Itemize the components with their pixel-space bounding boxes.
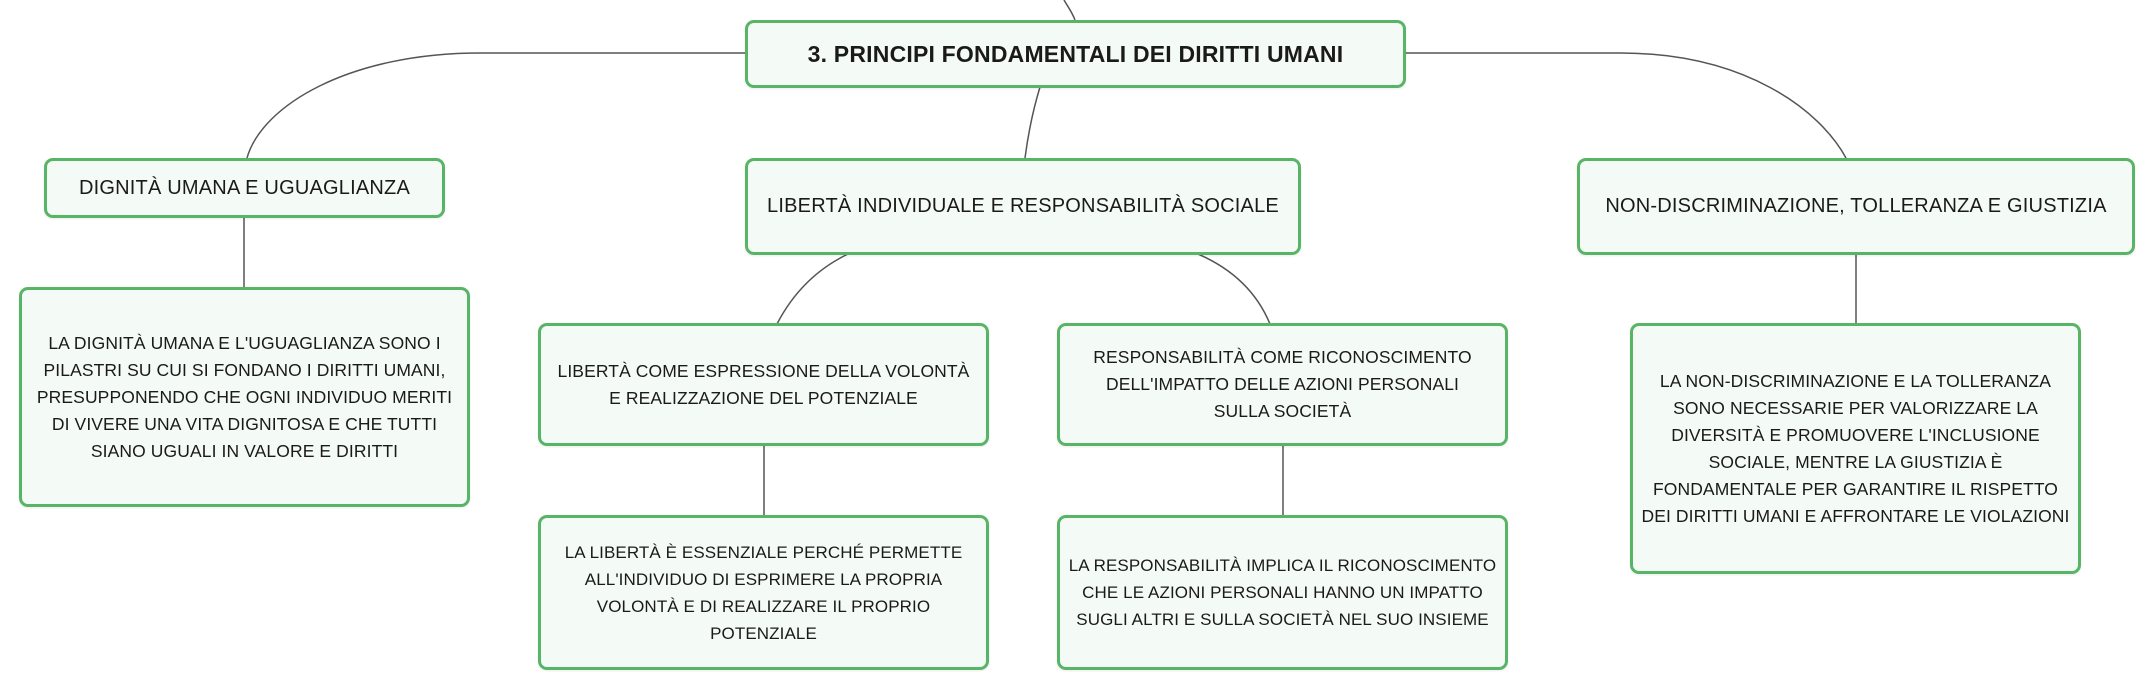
detail-non-discriminazione[interactable] (1630, 323, 2081, 574)
topic-liberta-responsabilita[interactable] (745, 158, 1301, 255)
subtopic-responsabilita-impatto-label: RESPONSABILITÀ COME RICONOSCIMENTO DELL'IMPATTO DELLE AZIONI PERSONALI SULLA SOCIETÀ (1093, 347, 1472, 421)
topic-liberta-responsabilita-label: LIBERTÀ INDIVIDUALE E RESPONSABILITÀ SOCIALE (767, 195, 1279, 217)
connector-branch-to-responsabilita-impatto (1198, 254, 1270, 324)
detail-dignita-umana[interactable] (19, 287, 470, 507)
connector-root-to-nondiscriminazione (1406, 53, 1846, 158)
detail-non-discriminazione-text: LA NON-DISCRIMINAZIONE E LA TOLLERANZA SONO NECESSARIE PER VALORIZZARE LA DIVERSITÀ E PROMUOVERE L'INCLUSIONE SOCIALE, MENTRE LA GIUSTIZIA È FONDAMENTALE PER GARANTIRE IL RISPETTO DEI DIRITTI UMANI E AFFRONTARE LE VIOLAZIONI (1641, 370, 2070, 526)
topic-non-discriminazione[interactable] (1577, 158, 2135, 255)
detail-liberta-volonta[interactable] (538, 515, 989, 670)
detail-responsabilita-impatto[interactable] (1057, 515, 1508, 670)
detail-responsabilita-impatto-text: LA RESPONSABILITÀ IMPLICA IL RICONOSCIMENTO CHE LE AZIONI PERSONALI HANNO UN IMPATTO SUGLI ALTRI E SULLA SOCIETÀ NEL SUO INSIEME (1068, 556, 1497, 629)
connector-root-to-liberta-responsabilita (1025, 87, 1040, 158)
subtopic-liberta-volonta-label: LIBERTÀ COME ESPRESSIONE DELLA VOLONTÀ E REALIZZAZIONE DEL POTENZIALE (557, 360, 970, 408)
subtopic-liberta-volonta[interactable] (538, 323, 989, 446)
topic-non-discriminazione-label: NON-DISCRIMINAZIONE, TOLLERANZA E GIUSTIZIA (1605, 195, 2107, 217)
subtopic-responsabilita-impatto[interactable] (1057, 323, 1508, 446)
connector-branch-to-liberta-volonta (777, 254, 848, 324)
root-topic-node[interactable] (745, 20, 1406, 88)
connector-parent-to-root (1064, 0, 1075, 20)
topic-dignita-umana[interactable] (44, 158, 445, 218)
detail-dignita-umana-text: LA DIGNITÀ UMANA E L'UGUAGLIANZA SONO I PILASTRI SU CUI SI FONDANO I DIRITTI UMANI, PRESUPPONENDO CHE OGNI INDIVIDUO MERITI DI VIVERE UNA VITA DIGNITOSA E CHE TUTTI SIANO UGUALI IN VALORE E DIRITTI (36, 332, 453, 461)
detail-liberta-volonta-text: LA LIBERTÀ È ESSENZIALE PERCHÉ PERMETTE ALL'INDIVIDUO DI ESPRIMERE LA PROPRIA VOLONTÀ E DI REALIZZARE IL PROPRIO POTENZIALE (564, 542, 963, 643)
root-topic-label: 3. PRINCIPI FONDAMENTALI DEI DIRITTI UMANI (807, 40, 1344, 67)
topic-dignita-umana-label: DIGNITÀ UMANA E UGUAGLIANZA (78, 176, 410, 199)
connector-root-to-dignita (247, 53, 745, 158)
